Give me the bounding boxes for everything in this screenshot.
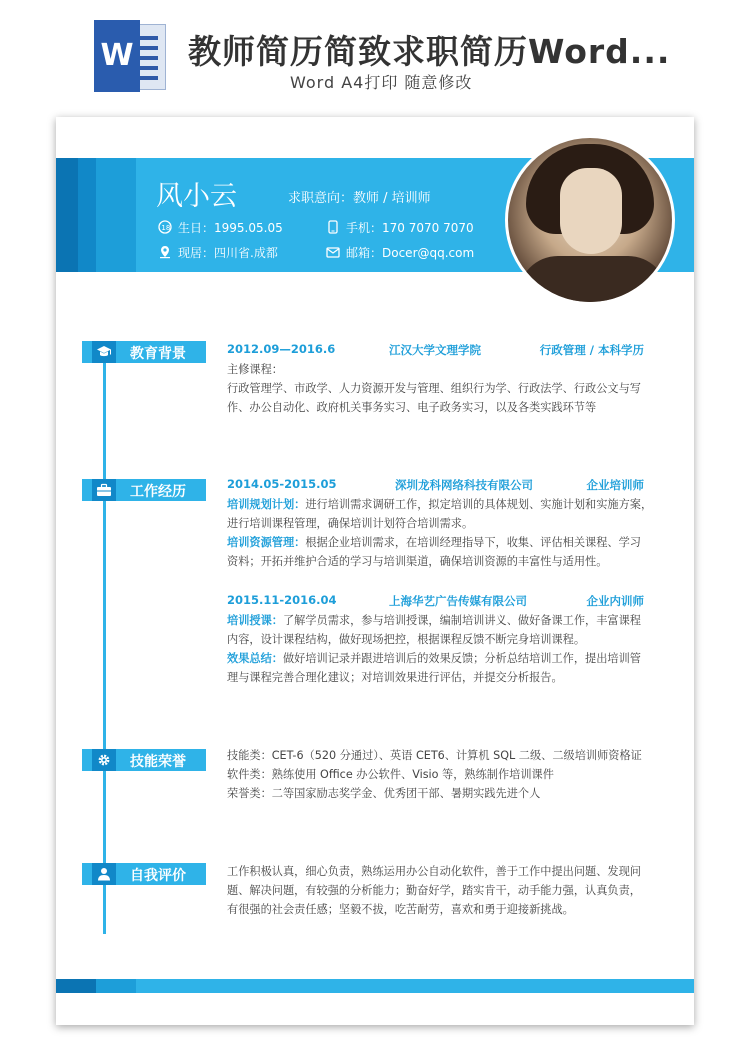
word-icon-letter: W	[94, 20, 140, 92]
resume-page	[56, 117, 694, 1025]
education-period: 2012.09—2016.6	[227, 342, 336, 356]
listing-header	[0, 0, 750, 110]
education-line: 行政管理学、市政学、人力资源开发与管理、组织行为学、行政法学、行政公文与写	[227, 382, 641, 395]
education-line: 主修课程：	[227, 363, 283, 376]
phone-text: 手机：170 7070 7070	[346, 221, 474, 235]
document-subtitle: Word A4打印 随意修改	[290, 73, 473, 92]
email-info	[326, 244, 474, 261]
svg-text:18: 18	[161, 224, 171, 232]
job-item-line	[227, 534, 641, 550]
job-item-line: 内容，设计课程结构，做好现场把控，根据课程反馈不断完身培训课程。	[227, 633, 586, 646]
job-item-key: 培训规划计划：	[227, 498, 306, 511]
job-row-head	[227, 593, 644, 609]
phone-icon	[326, 220, 340, 234]
job-item-key: 培训授课：	[227, 614, 283, 627]
job-role: 企业培训师	[586, 478, 644, 492]
job-item-line	[227, 612, 641, 628]
job-company: 上海华艺广告传媒有限公司	[389, 594, 527, 608]
education-row-head	[227, 342, 644, 358]
candidate-name: 风小云	[156, 181, 237, 212]
word-icon-line	[138, 46, 158, 50]
word-icon-line	[138, 36, 158, 40]
job-item-line	[227, 650, 641, 666]
job-period: 2014.05-2015.05	[227, 477, 337, 491]
self-line: 题、解决问题，有较强的分析能力；勤奋好学，踏实肯干，动手能力强，认真负责，	[227, 884, 641, 897]
job-item-line: 理与课程完善合理化建议；对培训效果进行评估，并提交分析报告。	[227, 671, 563, 684]
band-stripe	[96, 158, 136, 272]
job-row-head	[227, 477, 644, 493]
word-icon-line	[138, 66, 158, 70]
word-document-icon	[94, 20, 164, 92]
self-line: 有很强的社会责任感；坚毅不拔，吃苦耐劳，喜欢和勇于迎接新挑战。	[227, 903, 574, 916]
gear-icon	[96, 753, 112, 767]
section-title: 自我评价	[130, 868, 186, 884]
location-pin-icon	[158, 245, 172, 259]
section-title: 技能荣誉	[130, 754, 186, 770]
timeline-line	[103, 342, 106, 934]
section-tag-skills	[82, 749, 206, 771]
birthday-icon	[158, 220, 172, 234]
skills-line: 荣誉类：二等国家励志奖学金、优秀团干部、暑期实践先进个人	[227, 787, 541, 800]
job-item-text: 做好培训记录并跟进培训后的效果反馈；分析总结培训工作，提出培训管	[282, 652, 641, 665]
job-item-text: 了解学员需求，参与培训授课，编制培训讲义、做好备课工作，丰富课程	[282, 614, 641, 627]
job-item-line: 进行培训课程管理，确保培训计划符合培训需求。	[227, 517, 474, 530]
photo-body	[518, 256, 668, 305]
job-item-text: 根据企业培训需求，在培训经理指导下，收集、评估相关课程、学习	[305, 536, 641, 549]
job-intent: 求职意向：教师 / 培训师	[288, 191, 431, 206]
document-title: 教师简历简致求职简历Word...	[188, 32, 671, 71]
birth-info	[158, 219, 283, 236]
section-tag-work	[82, 479, 206, 501]
word-icon-line	[138, 76, 158, 80]
job-item-key: 效果总结：	[227, 652, 283, 665]
education-line: 作、办公自动化、政府机关事务实习、电子政务实习，以及各类实践环节等	[227, 401, 597, 414]
location-text: 现居：四川省.成都	[178, 246, 278, 260]
word-icon-line	[138, 56, 158, 60]
birth-text: 生日：1995.05.05	[178, 221, 283, 235]
location-info	[158, 244, 278, 261]
graduation-cap-icon	[96, 345, 112, 359]
job-item-key: 培训资源管理：	[227, 536, 306, 549]
footer-stripe	[96, 979, 136, 993]
job-period: 2015.11-2016.04	[227, 593, 337, 607]
skills-line: 软件类：熟练使用 Office 办公软件、Visio 等，熟练制作培训课件	[227, 768, 554, 781]
phone-info	[326, 219, 474, 236]
briefcase-icon	[96, 483, 112, 497]
job-item-line	[227, 496, 652, 512]
footer-band	[56, 979, 694, 993]
email-icon	[326, 245, 340, 259]
profile-photo	[505, 135, 675, 305]
user-icon	[96, 867, 112, 881]
section-title: 工作经历	[130, 484, 186, 500]
footer-stripe	[56, 979, 96, 993]
job-role: 企业内训师	[586, 594, 644, 608]
band-stripe	[56, 158, 78, 272]
job-item-text: 进行培训需求调研工作，拟定培训的具体规划、实施计划和实施方案，	[305, 498, 653, 511]
job-company: 深圳龙科网络科技有限公司	[395, 478, 533, 492]
skills-line: 技能类：CET-6（520 分通过）、英语 CET6、计算机 SQL 二级、二级培训师资格证	[227, 749, 642, 762]
self-line: 工作积极认真，细心负责，熟练运用办公自动化软件，善于工作中提出问题、发现问	[227, 865, 641, 878]
photo-face	[560, 168, 622, 254]
section-tag-education	[82, 341, 206, 363]
job-item-line: 资料；开拓并维护合适的学习与培训渠道，确保培训资源的丰富性与适用性。	[227, 555, 608, 568]
education-degree: 行政管理 / 本科学历	[539, 343, 644, 357]
section-title: 教育背景	[130, 346, 186, 362]
education-school: 江汉大学文理学院	[389, 343, 481, 357]
band-stripe	[78, 158, 96, 272]
email-text: 邮箱：Docer@qq.com	[346, 246, 475, 260]
section-tag-self	[82, 863, 206, 885]
